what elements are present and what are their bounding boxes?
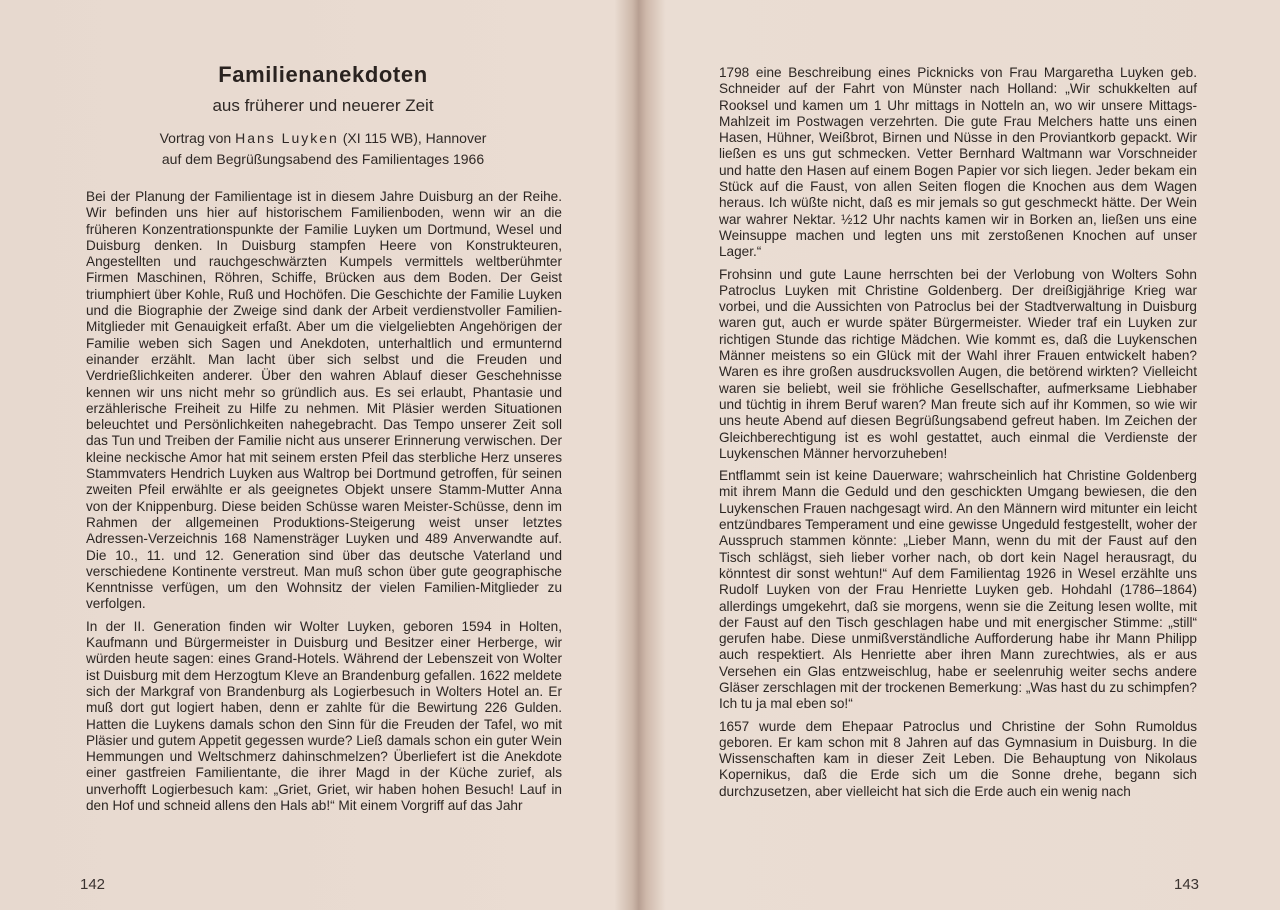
byline-suffix: (XI 115 WB), Hannover (338, 130, 487, 146)
left-page (0, 0, 638, 910)
page-number: 143 (1174, 876, 1200, 893)
right-body-text (719, 65, 1197, 806)
paragraph: 1798 eine Beschreibung eines Picknicks von Frau Margaretha Luyken geb. Schneider auf der Fahrt von Münster nach Holland: „Wir schukkelten auf Rooksel und kamen um 1 Uhr mittags in Notteln an, wo wir unsere Mittags-Mahlzeit im Postwagen verzehrten. Die gute Frau Melchers hatte uns einen Hasen, Hühner, Weißbrot, Birnen und Nüsse in den Proviantkorb gepackt. Wir ließen es uns gut schmecken. Vetter Bernhard Waltmann war Vorschneider und hatte den Hasen auf einem Bogen Papier vor sich liegen. Jeder bekam ein Stück auf die Faust, von allen Seiten flogen die Knochen aus dem Wagen heraus. Ich wüßte nicht, daß es mir jemals so gut geschmeckt hätte. Der Wein war wahrer Nektar. ½12 Uhr nachts kamen wir in Borken an, ließen uns eine Weinsuppe machen und legten uns mit zerstoßenen Knochen auf unser Lager.“ (719, 65, 1197, 260)
author-name: Hans Luyken (235, 130, 339, 146)
article-subtitle: aus früherer und neuerer Zeit (212, 96, 434, 115)
paragraph: In der II. Generation finden wir Wolter Luyken, geboren 1594 in Holten, Kaufmann und Bürgermeister in Duisburg und Besitzer einer Herberge, wir würden heute sagen: eines Grand-Hotels. Während der Lebenszeit von Wolter ist Duisburg mit dem Herzogtum Kleve an Brandenburg gefallen. 1622 meldete sich der Markgraf von Brandenburg als Logierbesuch in Wolters Hotel an. Er muß dort gut logiert haben, denn er zahlte für die Bewirtung 226 Gulden. Hatten die Luykens damals schon den Sinn für die Freuden der Tafel, wo mit Pläsier und gutem Appetit gegessen wurde? Ließ damals schon ein guter Wein Hemmungen und Weltschmerz dahinschmelzen? Überliefert ist die Anekdote einer gastfreien Familientante, die ihrer Magd in der Küche zurief, als unverhofft Logierbesuch kam: „Griet, Griet, wir haben hohen Besuch! Lauf in den Hof und schneid allens den Hals ab!“ Mit einem Vorgriff auf das Jahr (86, 618, 562, 813)
left-body-text (86, 189, 562, 820)
paragraph: Frohsinn und gute Laune herrschten bei der Verlobung von Wolters Sohn Patroclus Luyken mit Christine Goldenberg. Der dreißigjährige Krieg war vorbei, und die Aussichten von Patroclus bei der Stadtverwaltung in Duisburg waren gut, auch er wurde später Bürgermeister. Wieder traf ein Luyken zur richtigen Stunde das richtige Mädchen. Wie kommt es, daß die Luykenschen Männer meistens so ein Glück mit der Wahl ihrer Frauen entwickelt haben? Waren es ihre großen ausdrucksvollen Augen, die betörend wirkten? Vielleicht waren sie beliebt, weil sie fröhliche Gesellschafter, aufmerksame Liebhaber und tüchtig in ihrem Beruf waren? Man freute sich auf ihr Kommen, so wie wir uns heute Abend auf diesen Begrüßungsabend gefreut haben. Im Zeichen der Gleichberechtigung ist es wohl gestattet, auch einmal die Verdienste der Luykenschen Männer hervorzuheben! (719, 266, 1197, 461)
byline (80, 128, 566, 170)
byline-prefix: Vortrag von (159, 130, 236, 146)
paragraph: 1657 wurde dem Ehepaar Patroclus und Christine der Sohn Rumoldus geboren. Er kam schon mit 8 Jahren auf das Gymnasium in Duisburg. In die Wissenschaften kam in dieser Zeit Leben. Die Behauptung von Nikolaus Kopernikus, daß die Erde sich um die Sonne drehe, begann sich durchzusetzen, aber vielleicht hat sich die Erde auch ein wenig nach (719, 718, 1197, 799)
page-number: 142 (80, 876, 106, 893)
paragraph: Bei der Planung der Familientage ist in diesem Jahre Duisburg an der Reihe. Wir befinden uns hier auf historischem Familienboden, wenn wir an die früheren Konzentrationspunkte der Familie Luyken um Dortmund, Wesel und Duisburg denken. In Duisburg stampfen Heere von Konstrukteuren, Angestellten und rauchgeschwärzten Kumpels vermittels weltberühmter Firmen Maschinen, Röhren, Schiffe, Brücken aus dem Boden. Der Geist triumphiert über Kohle, Ruß und Hochöfen. Die Geschichte der Familie Luyken und die Biographie der Zweige sind dank der Arbeit verdienstvoller Familien-Mitglieder mit Genauigkeit erfaßt. Aber um die vielgeliebten Angehörigen der Familie weben sich Sagen und Anekdoten, unterhaltlich und ermunternd einander erzählt. Man lacht über sich selbst und die Freuden und Verdrießlichkeiten anderer. Über den wahren Ablauf dieser Geschehnisse kennen wir uns nicht mehr so gründlich aus. Es sei erlaubt, Phantasie und erzählerische Freiheit zu Hilfe zu nehmen. Mit Pläsier werden Situationen beleuchtet und Persönlichkeiten nahegebracht. Das Tempo unserer Zeit soll das Tun und Treiben der Familie nicht aus unserer Erinnerung verwischen. Der kleine neckische Amor hat mit seinem ersten Pfeil das sterbliche Herz unseres Stammvaters Hendrich Luyken aus Waltrop bei Dortmund getroffen, für seinen zweiten Pfeil erwählte er als geeignetes Objekt unsere Stamm-Mutter Anna von der Knippenburg. Diese beiden Schüsse waren Meister-Schüsse, denn im Rahmen der allgemeinen Produktions-Steigerung weist unser letztes Adressen-Verzeichnis 168 Namensträger Luyken und 489 Anverwandte auf. Die 10., 11. und 12. Generation sind über das deutsche Vaterland und verschiedene Kontinente verstreut. Man muß schon über gute geographische Kenntnisse verfügen, um den Wohnsitz der vielen Familien-Mitglieder zu verfolgen. (86, 189, 562, 612)
paragraph: Entflammt sein ist keine Dauerware; wahrscheinlich hat Christine Goldenberg mit ihrem Mann die Geduld und den geschickten Umgang bewiesen, die den Luykenschen Frauen nachgesagt wird. An den Männern wird mitunter ein leicht entzündbares Temperament und eine gewisse Ungeduld festgestellt, woher der Ausspruch stammen könnte: „Lieber Mann, wenn du mit der Faust auf den Tisch schlägst, sieh lieber vorher nach, ob dort kein Nagel herausragt, du könntest dir sonst wehtun!“ Auf dem Familientag 1926 in Wesel erzählte uns Rudolf Luyken von der Frau Henriette Luyken geb. Hohdahl (1786–1864) allerdings umgekehrt, daß sie morgens, wenn sie die Zeitung lesen wollte, mit der Faust auf den Tisch geschlagen habe und mit energischer Stimme: „still“ gerufen habe. Diese unmißverständliche Aufforderung habe ihr Mann Philipp auch respektiert. Als Henriette aber ihren Mann zurechtwies, als er aus Versehen ein Glas entzweischlug, habe er seelenruhig weiter sechs andere Gläser zerschlagen mit der trockenen Bemerkung: „Was hast du zu schimpfen? Ich tu ja mal eben so!“ (719, 468, 1197, 712)
article-title: Familienanekdoten (218, 62, 428, 87)
right-page (642, 0, 1280, 910)
byline-occasion: auf dem Begrüßungsabend des Familientages 1966 (161, 151, 485, 167)
